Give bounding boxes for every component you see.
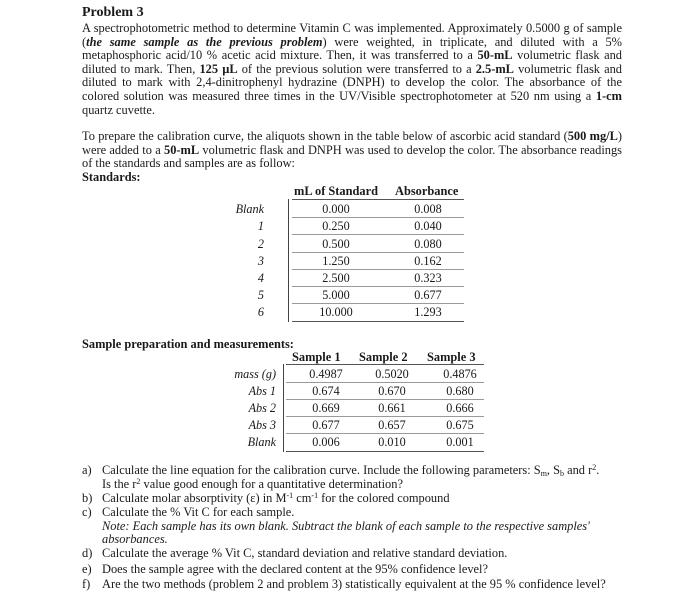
question-c bbox=[82, 506, 632, 548]
standards-header-rule bbox=[292, 199, 464, 200]
table-rule bbox=[292, 269, 464, 270]
standards-row-label: 3 bbox=[257, 254, 264, 268]
standards-abs-cell: 0.080 bbox=[414, 237, 442, 251]
standards-ml-cell: 0.250 bbox=[322, 219, 350, 233]
question-letter: c) bbox=[82, 505, 92, 519]
table-rule bbox=[292, 286, 464, 287]
samples-cell: 0.010 bbox=[378, 435, 406, 449]
standards-row-label: Blank bbox=[235, 202, 264, 216]
intro-text: of the previous solution were transferred to a bbox=[237, 61, 476, 76]
standards-ml-cell: 1.250 bbox=[322, 254, 350, 268]
samples-cell: 0.675 bbox=[446, 418, 474, 432]
intro-paragraph bbox=[82, 22, 622, 117]
question-text: Does the sample agree with the declared content at the 95% confidence level? bbox=[102, 562, 489, 576]
samples-cell: 0.674 bbox=[312, 384, 340, 398]
intro-text: A spectrophotometric method to determine Vitamin C was implemented. Approximately 0.5000 g of sample ( bbox=[82, 21, 622, 49]
standards-row-label: 2 bbox=[257, 237, 264, 251]
question-letter: d) bbox=[82, 546, 93, 560]
question-letter: e) bbox=[82, 562, 92, 576]
problem-title: Problem 3 bbox=[82, 5, 144, 20]
samples-cell: 0.661 bbox=[378, 401, 406, 415]
standards-abs-cell: 0.008 bbox=[414, 202, 442, 216]
superscript: 2 bbox=[592, 463, 597, 472]
superscript: -1 bbox=[286, 491, 294, 500]
samples-row-label: Blank bbox=[247, 435, 276, 449]
intro-bold: 2.5-mL bbox=[475, 61, 514, 76]
table-rule bbox=[292, 252, 464, 253]
table-rule bbox=[292, 303, 464, 304]
standards-header-ml: mL of Standard bbox=[294, 184, 378, 198]
intro-bold: 50-mL bbox=[477, 48, 513, 63]
question-text-part: . bbox=[596, 463, 600, 477]
standards-ml-cell: 5.000 bbox=[322, 288, 350, 302]
question-letter: f) bbox=[82, 577, 91, 591]
table-rule bbox=[292, 321, 464, 322]
question-letter: b) bbox=[82, 491, 93, 505]
samples-header-3: Sample 3 bbox=[427, 350, 476, 364]
standards-header-abs: Absorbance bbox=[395, 184, 459, 198]
question-text: Calculate the average % Vit C, standard deviation and relative standard deviation. bbox=[102, 546, 508, 560]
samples-header-2: Sample 2 bbox=[359, 350, 408, 364]
samples-cell: 0.001 bbox=[446, 435, 474, 449]
calibration-text: To prepare the calibration curve, the aliquots shown in the table below of ascorbic acid standard ( bbox=[82, 129, 568, 143]
table-rule bbox=[286, 416, 484, 417]
standards-abs-cell: 0.323 bbox=[414, 271, 442, 285]
table-rule bbox=[286, 382, 484, 383]
question-e bbox=[82, 563, 632, 577]
samples-label: Sample preparation and measurements: bbox=[82, 337, 294, 351]
question-text-part: Calculate the % Vit C for each sample. bbox=[102, 505, 295, 519]
superscript: -1 bbox=[311, 491, 319, 500]
intro-text: quartz cuvette. bbox=[82, 102, 155, 117]
question-b bbox=[82, 492, 632, 506]
samples-row-divider bbox=[283, 364, 284, 452]
standards-row-label: 6 bbox=[257, 305, 264, 319]
question-d bbox=[82, 547, 632, 561]
samples-cell: 0.5020 bbox=[375, 367, 409, 381]
question-text-part: cm bbox=[293, 491, 312, 505]
question-text-part: Calculate molar absorptivity (ε) in M bbox=[102, 491, 287, 505]
standards-label: Standards: bbox=[82, 170, 141, 184]
calibration-paragraph bbox=[82, 130, 622, 171]
samples-cell: 0.006 bbox=[312, 435, 340, 449]
samples-cell: 0.669 bbox=[312, 401, 340, 415]
standards-abs-cell: 0.677 bbox=[414, 288, 442, 302]
samples-cell: 0.677 bbox=[312, 418, 340, 432]
intro-text: volumetric flask and diluted to mark. Then, bbox=[82, 48, 623, 76]
samples-cell: 0.670 bbox=[378, 384, 406, 398]
samples-cell: 0.666 bbox=[446, 401, 474, 415]
samples-cell: 0.4987 bbox=[309, 367, 343, 381]
standards-abs-cell: 1.293 bbox=[414, 305, 442, 319]
standards-ml-cell: 10.000 bbox=[319, 305, 353, 319]
samples-header-1: Sample 1 bbox=[292, 350, 341, 364]
samples-row-label: Abs 3 bbox=[248, 418, 276, 432]
table-rule bbox=[286, 433, 484, 434]
samples-row-label: mass (g) bbox=[234, 367, 276, 381]
calibration-text: volumetric flask and DNPH was used to develop the color. The absorbance readings of the standards and samples are as follow: bbox=[82, 142, 622, 171]
standards-row-label: 4 bbox=[257, 271, 264, 285]
intro-text: volumetric flask and diluted to mark with 2,4-dinitrophenyl hydrazine (DNPH) to develop the color. The absorbance of the colored solution was measured three times in the UV/Visible spectrophotometer at 520 nm using a bbox=[82, 61, 622, 103]
intro-bold: 125 µL bbox=[199, 61, 238, 76]
calibration-bold: 500 mg/L bbox=[567, 129, 618, 143]
question-letter: a) bbox=[82, 463, 92, 477]
standards-row-divider bbox=[288, 199, 289, 322]
intro-emphasis: the same sample as the previous problem bbox=[86, 34, 323, 49]
standards-row-label: 1 bbox=[257, 219, 264, 233]
standards-abs-cell: 0.162 bbox=[414, 254, 442, 268]
intro-text: ) were weighted, in triplicate, and diluted with a 5% metaphosphoric acid/10 % acetic acid mixture. Then, it was transferred to a bbox=[82, 34, 622, 63]
subscript: m bbox=[540, 469, 547, 478]
standards-row-label: 5 bbox=[257, 288, 264, 302]
standards-ml-cell: 0.500 bbox=[322, 237, 350, 251]
table-rule bbox=[292, 217, 464, 218]
samples-row-label: Abs 1 bbox=[248, 384, 276, 398]
intro-bold: 1-cm bbox=[595, 88, 622, 103]
question-text bbox=[102, 492, 632, 506]
samples-cell: 0.4876 bbox=[443, 367, 477, 381]
samples-cell: 0.657 bbox=[378, 418, 406, 432]
question-text-part: value good enough for a quantitative determination? bbox=[140, 476, 403, 491]
table-rule bbox=[292, 234, 464, 235]
samples-row-label: Abs 2 bbox=[248, 401, 276, 415]
question-text bbox=[102, 464, 632, 491]
question-text bbox=[102, 506, 632, 547]
standards-abs-cell: 0.040 bbox=[414, 219, 442, 233]
question-text-part: Calculate the line equation for the calibration curve. Include the following parameters: S bbox=[102, 463, 541, 477]
standards-ml-cell: 2.500 bbox=[322, 271, 350, 285]
question-f bbox=[82, 578, 632, 592]
calibration-bold: 50-mL bbox=[164, 142, 200, 157]
table-rule bbox=[286, 399, 484, 400]
question-note: Note: Each sample has its own blank. Subtract the blank of each sample to the respective samples' absorbances. bbox=[102, 518, 590, 547]
question-text-part: for the colored compound bbox=[318, 491, 450, 505]
table-rule bbox=[286, 451, 484, 452]
samples-header-rule bbox=[286, 364, 484, 365]
question-text-part: Is the r bbox=[102, 476, 137, 491]
superscript: 2 bbox=[136, 476, 141, 486]
question-text-part: and r bbox=[564, 463, 593, 477]
subscript: b bbox=[560, 469, 565, 478]
samples-cell: 0.680 bbox=[446, 384, 474, 398]
standards-ml-cell: 0.000 bbox=[322, 202, 350, 216]
question-text-part: , S bbox=[546, 463, 561, 477]
question-text: Are the two methods (problem 2 and problem 3) statistically equivalent at the 95 % confidence level? bbox=[102, 577, 606, 591]
question-a bbox=[82, 464, 632, 492]
calibration-text: ) were added to a bbox=[82, 129, 622, 157]
